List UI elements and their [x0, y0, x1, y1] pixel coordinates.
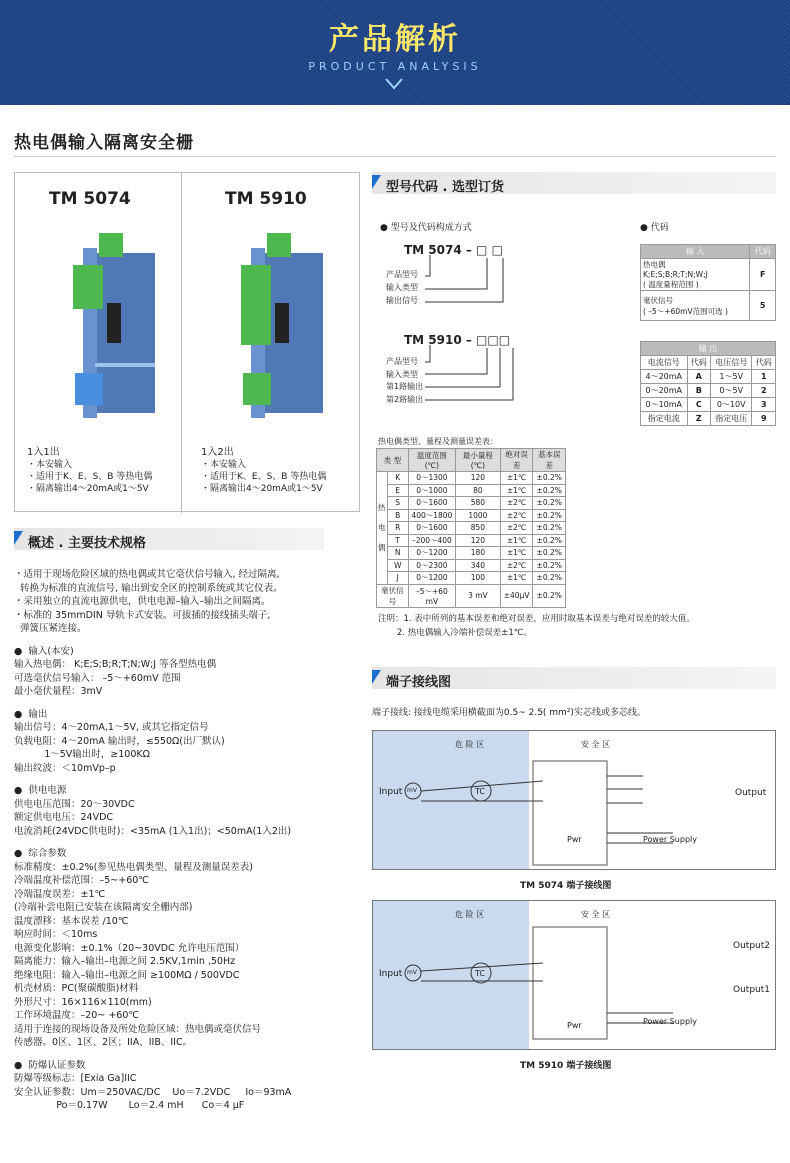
- spec-line: 工作环境温度：–20~ +60℃: [14, 1010, 140, 1021]
- table-row: [377, 572, 566, 585]
- table-header: 类 型: [377, 449, 409, 472]
- table-cell: ±0.2%: [533, 497, 566, 510]
- output-label: Output: [735, 788, 767, 798]
- section-title: 型号代码 . 选型订货: [386, 180, 504, 195]
- divider: [181, 173, 182, 513]
- table-cell: 0～2300: [408, 559, 455, 572]
- table-cell: 1: [752, 370, 776, 384]
- spec-line: (冷端补尝电阻已安装在该隔离安全栅内部): [14, 902, 193, 913]
- table-header: 基本误差: [533, 449, 566, 472]
- table-header: 最小量程(℃): [455, 449, 500, 472]
- banner: [0, 0, 790, 105]
- table-cell: 1～5V: [711, 370, 752, 384]
- table-row: [641, 398, 776, 412]
- group-cell: 热 电 偶: [377, 472, 388, 585]
- note-line: 注明：1. 表中所列的基本误差和绝对误差，应用时取基本误差与绝对误差的较大值。: [378, 614, 695, 624]
- product-name: TM 5910: [225, 189, 307, 209]
- table-cell: 400～1800: [408, 509, 455, 522]
- section-title: 端子接线图: [386, 675, 452, 690]
- table-cell: 580: [455, 497, 500, 510]
- spec-line: 输出信号：4～20mA,1～5V, 或其它指定信号: [14, 722, 209, 733]
- input-label: Input: [379, 787, 403, 797]
- table-cell: ±0.2%: [533, 559, 566, 572]
- table-cell: A: [687, 370, 711, 384]
- spec-line: ● 综合参数: [14, 848, 67, 859]
- tc-label: TC: [475, 969, 486, 978]
- diagram-caption: TM 5910 端子接线图: [520, 1061, 612, 1071]
- table-cell: 0～5V: [711, 384, 752, 398]
- spec-line: 输出纹波：＜10mVp–p: [14, 762, 116, 774]
- table-cell: 0～20mA: [641, 384, 688, 398]
- thermocouple-table: [376, 448, 566, 608]
- spec-line: 转换为标准的直流信号, 输出到安全区的控制系统或其它仪表。: [14, 582, 283, 594]
- table-cell: ±2℃: [500, 509, 533, 522]
- model-label: 产品型号: [386, 357, 418, 366]
- desc-line: 1入1出: [27, 447, 60, 458]
- table-header: 输 入: [641, 245, 750, 259]
- table-cell: 3 mV: [455, 584, 500, 607]
- spec-line: ● 防爆认证参数: [14, 1059, 86, 1071]
- desc-line: ・隔离输出4～20mA或1～5V: [201, 484, 323, 494]
- spec-line: 隔离能力：输入–输出–电源之间 2.5KV,1min ,50Hz: [14, 956, 236, 967]
- pwr-label: Pwr: [567, 835, 582, 844]
- mv-label: mV: [407, 969, 417, 976]
- table-cell: 0～10mA: [641, 398, 688, 412]
- table-cell: ±0.2%: [533, 472, 566, 485]
- product-name: TM 5074: [49, 189, 131, 209]
- section-title: 概述 . 主要技术规格: [28, 536, 146, 551]
- output-code-table: [640, 341, 776, 426]
- table-caption: 热电偶类型、量程及测量误差表：: [378, 437, 498, 446]
- desc-line: ・适用于K、E、S、B 等热电偶: [201, 472, 327, 482]
- spec-line: 温度漂移：基本误差 /10℃: [14, 915, 129, 927]
- table-cell: ±1℃: [500, 472, 533, 485]
- circuit: [373, 731, 777, 871]
- table-cell: W: [387, 559, 408, 572]
- table-cell: 0～1200: [408, 572, 455, 585]
- table-row: [641, 259, 776, 291]
- spec-line: ● 输出: [14, 708, 48, 720]
- spacer: [14, 699, 291, 708]
- table-header: 代码: [687, 356, 711, 370]
- table-header: 代码: [750, 245, 776, 259]
- divider: [14, 156, 776, 157]
- table-cell: 0～1000: [408, 484, 455, 497]
- table-cell: ±1℃: [500, 484, 533, 497]
- spacer: [14, 1050, 291, 1059]
- model-label: 第2路输出: [386, 394, 424, 404]
- table-header: 电压信号: [711, 356, 752, 370]
- desc-line: ・隔离输出4～20mA或1～5V: [27, 484, 149, 494]
- zone-label: 安 全 区: [581, 740, 611, 749]
- table-cell: ±1℃: [500, 572, 533, 585]
- banner-subtitle: PRODUCT ANALYSIS: [308, 60, 482, 73]
- table-cell: 4～20mA: [641, 370, 688, 384]
- table-cell: 0～10V: [711, 398, 752, 412]
- section-header: [372, 172, 776, 194]
- spec-line: 电流消耗(24VDC供电时)：<35mA (1入1出)；<50mA(1入2出): [14, 825, 292, 837]
- spec-line: 防爆等级标志：[Exia Ga]IIC: [14, 1073, 137, 1084]
- model-label: 输入类型: [386, 283, 418, 292]
- table-row: [641, 384, 776, 398]
- page-title: 热电偶输入隔离安全栅: [14, 133, 194, 153]
- model-label: 第1路输出: [386, 382, 424, 391]
- table-row: [641, 412, 776, 426]
- power-label: Power Supply: [643, 835, 697, 844]
- zone-label: 危 险 区: [455, 740, 485, 749]
- table-header: 温度范围(℃): [408, 449, 455, 472]
- table-cell: 5: [750, 291, 776, 321]
- spec-line: 弹簧压紧连接。: [14, 623, 87, 634]
- spec-line: ・采用独立的直流电源供电，供电电源–输入–输出之间隔离。: [14, 596, 271, 607]
- spec-line: Po＝0.17W Lo＝2.4 mH Co＝4 μF: [14, 1100, 245, 1111]
- spec-line: 可选毫伏信号输入： –5～+60mV 范围: [14, 672, 181, 684]
- table-cell: Z: [687, 412, 711, 426]
- model-labels: [386, 268, 418, 307]
- note-line: 2. 热电偶输入冷端补偿误差±1℃。: [378, 628, 532, 638]
- table-cell: ±0.2%: [533, 584, 566, 607]
- table-cell: ±0.2%: [533, 522, 566, 535]
- spec-line: 冷端温度误差：±1℃: [14, 888, 106, 900]
- table-row: [641, 291, 776, 321]
- input-label: Input: [379, 969, 403, 979]
- table-cell: 毫伏信号: [377, 584, 409, 607]
- power-label: Power Supply: [643, 1017, 697, 1026]
- overview-text: [14, 568, 291, 1122]
- table-cell: ±0.2%: [533, 547, 566, 560]
- table-cell: ±2℃: [500, 522, 533, 535]
- table-cell: F: [750, 259, 776, 291]
- table-cell: 850: [455, 522, 500, 535]
- table-row: [377, 497, 566, 510]
- spec-line: 传感器。0区、1区、2区；IIA、IIB、IIC。: [14, 1037, 193, 1048]
- desc-line: 1入2出: [201, 447, 234, 458]
- table-cell: 120: [455, 534, 500, 547]
- table-cell: ±1℃: [500, 547, 533, 560]
- wiring-diagram-5910: [372, 900, 776, 1050]
- pwr-label: Pwr: [567, 1021, 582, 1030]
- table-header: 绝对误差: [500, 449, 533, 472]
- tc-label: TC: [475, 787, 486, 796]
- table-cell: ±2℃: [500, 559, 533, 572]
- table-row: [377, 534, 566, 547]
- spec-line: ・标准的 35mmDIN 导轨卡式安装。可拔插的接线插头端子,: [14, 609, 271, 621]
- input-code-table: [640, 244, 776, 321]
- subheading: ● 代码: [640, 223, 669, 233]
- table-row: [377, 559, 566, 572]
- zone-label: 安 全 区: [581, 910, 611, 919]
- table-cell: 0～1200: [408, 547, 455, 560]
- spec-line: 外形尺寸：16×116×110(mm): [14, 996, 152, 1008]
- product-desc: [27, 447, 152, 495]
- spacer: [14, 1113, 291, 1122]
- table-cell: 80: [455, 484, 500, 497]
- table-cell: 120: [455, 472, 500, 485]
- table-cell: ±0.2%: [533, 572, 566, 585]
- bracket-lines: [425, 255, 515, 310]
- zone-label: 危 险 区: [455, 910, 485, 919]
- product-image: [55, 223, 165, 423]
- table-row: [377, 547, 566, 560]
- table-cell: ±0.2%: [533, 509, 566, 522]
- table-cell: 340: [455, 559, 500, 572]
- table-cell: C: [687, 398, 711, 412]
- table-row: [377, 584, 566, 607]
- table-cell: 毫伏信号 ( –5～+60mV范围可选 ): [641, 291, 750, 321]
- model-code: TM 5910 – □□□: [404, 333, 511, 347]
- spec-line: 标准精度：±0.2%(参见热电偶类型、量程及测量误差表): [14, 861, 254, 873]
- table-cell: ±2℃: [500, 497, 533, 510]
- model-label: 产品型号: [386, 270, 418, 279]
- spec-line: 额定供电电压：24VDC: [14, 812, 114, 823]
- spacer: [14, 775, 291, 784]
- spec-line: 负载电阻：4～20mA 输出时，≤550Ω(出厂默认): [14, 735, 225, 747]
- spec-line: 绝缘电阻：输入–输出–电源之间 ≥100MΩ / 500VDC: [14, 969, 240, 981]
- table-cell: 9: [752, 412, 776, 426]
- model-labels: [386, 356, 423, 406]
- model-code: TM 5074 – □ □: [404, 243, 503, 257]
- table-cell: 100: [455, 572, 500, 585]
- table-cell: 1000: [455, 509, 500, 522]
- bracket-lines: [425, 345, 525, 407]
- product-box: [14, 172, 360, 512]
- table-cell: N: [387, 547, 408, 560]
- output1-label: Output1: [733, 985, 770, 995]
- spec-line: 电源变化影响：±0.1%（20~30VDC 允许电压范围）: [14, 942, 245, 954]
- spec-line: 供电电压范围：20～30VDC: [14, 798, 135, 810]
- section-header: [372, 667, 776, 689]
- spec-line: ● 输入(本安): [14, 645, 74, 657]
- spec-line: 1～5V输出时，≥100KΩ: [14, 749, 150, 760]
- table-cell: 0～1600: [408, 522, 455, 535]
- spec-line: 响应时间：＜10ms: [14, 929, 98, 940]
- table-cell: 热电偶 K;E;S;B;R;T;N;W;J ( 温度量程范围 ): [641, 259, 750, 291]
- wiring-diagram-5074: [372, 730, 776, 870]
- desc-line: ・本安输入: [201, 460, 247, 470]
- table-cell: 3: [752, 398, 776, 412]
- table-cell: 指定电压: [711, 412, 752, 426]
- notes: [378, 612, 695, 640]
- spec-line: ・适用于现场危险区域的热电偶或其它毫伏信号输入, 经过隔离,: [14, 569, 280, 580]
- spec-line: 最小毫伏量程：3mV: [14, 686, 103, 697]
- table-cell: 指定电流: [641, 412, 688, 426]
- spacer: [14, 636, 291, 645]
- table-cell: –200～400: [408, 534, 455, 547]
- product-image: [223, 223, 333, 423]
- product-desc: [201, 447, 326, 495]
- table-row: [377, 509, 566, 522]
- subheading: ● 型号及代码构成方式: [380, 223, 472, 233]
- chevron-down-icon: [385, 78, 403, 90]
- spec-line: 安全认证参数：Um＝250VAC/DC Uo＝7.2VDC Io＝93mA: [14, 1086, 292, 1098]
- table-cell: B: [687, 384, 711, 398]
- table-cell: R: [387, 522, 408, 535]
- table-cell: –5～+60 mV: [408, 584, 455, 607]
- spec-line: 机壳材质：PC(聚碳酸脂)材料: [14, 983, 139, 994]
- table-cell: J: [387, 572, 408, 585]
- diagram-caption: TM 5074 端子接线图: [520, 881, 612, 891]
- spec-line: 冷端温度补偿范围：–5~+60℃: [14, 875, 149, 886]
- table-cell: K: [387, 472, 408, 485]
- table-cell: ±0.2%: [533, 534, 566, 547]
- table-header: 电流信号: [641, 356, 688, 370]
- spec-line: 适用于连接的现场设备及所处危险区域：热电偶或毫伏信号: [14, 1023, 262, 1035]
- desc-line: ・适用于K、E、S、B 等热电偶: [27, 472, 153, 482]
- table-cell: 2: [752, 384, 776, 398]
- table-cell: 180: [455, 547, 500, 560]
- table-cell: B: [387, 509, 408, 522]
- table-cell: E: [387, 484, 408, 497]
- section-header: [14, 528, 324, 550]
- table-cell: S: [387, 497, 408, 510]
- model-label: 输出信号: [386, 296, 418, 305]
- wiring-desc: 端子接线: 接线电缆采用横截面为0.5~ 2.5( mm²)实芯线或多芯线。: [372, 708, 646, 718]
- table-cell: ±1℃: [500, 534, 533, 547]
- model-label: 输入类型: [386, 369, 418, 379]
- table-cell: 0～1600: [408, 497, 455, 510]
- spec-line: 输入热电偶： K;E;S;B;R;T;N;W;J 等各型热电偶: [14, 659, 217, 670]
- banner-title: 产品解析: [329, 22, 461, 57]
- spec-line: ● 供电电源: [14, 785, 67, 796]
- table-cell: ±40μV: [500, 584, 533, 607]
- table-cell: ±0.2%: [533, 484, 566, 497]
- desc-line: ・本安输入: [27, 460, 73, 470]
- table-row: [377, 472, 566, 485]
- table-header: 代码: [752, 356, 776, 370]
- table-cell: T: [387, 534, 408, 547]
- mv-label: mV: [407, 787, 417, 794]
- output2-label: Output2: [733, 941, 770, 951]
- spacer: [14, 838, 291, 847]
- table-row: [377, 484, 566, 497]
- table-row: [377, 522, 566, 535]
- table-header: 输 出: [641, 342, 776, 356]
- table-cell: 0～1300: [408, 472, 455, 485]
- table-row: [641, 370, 776, 384]
